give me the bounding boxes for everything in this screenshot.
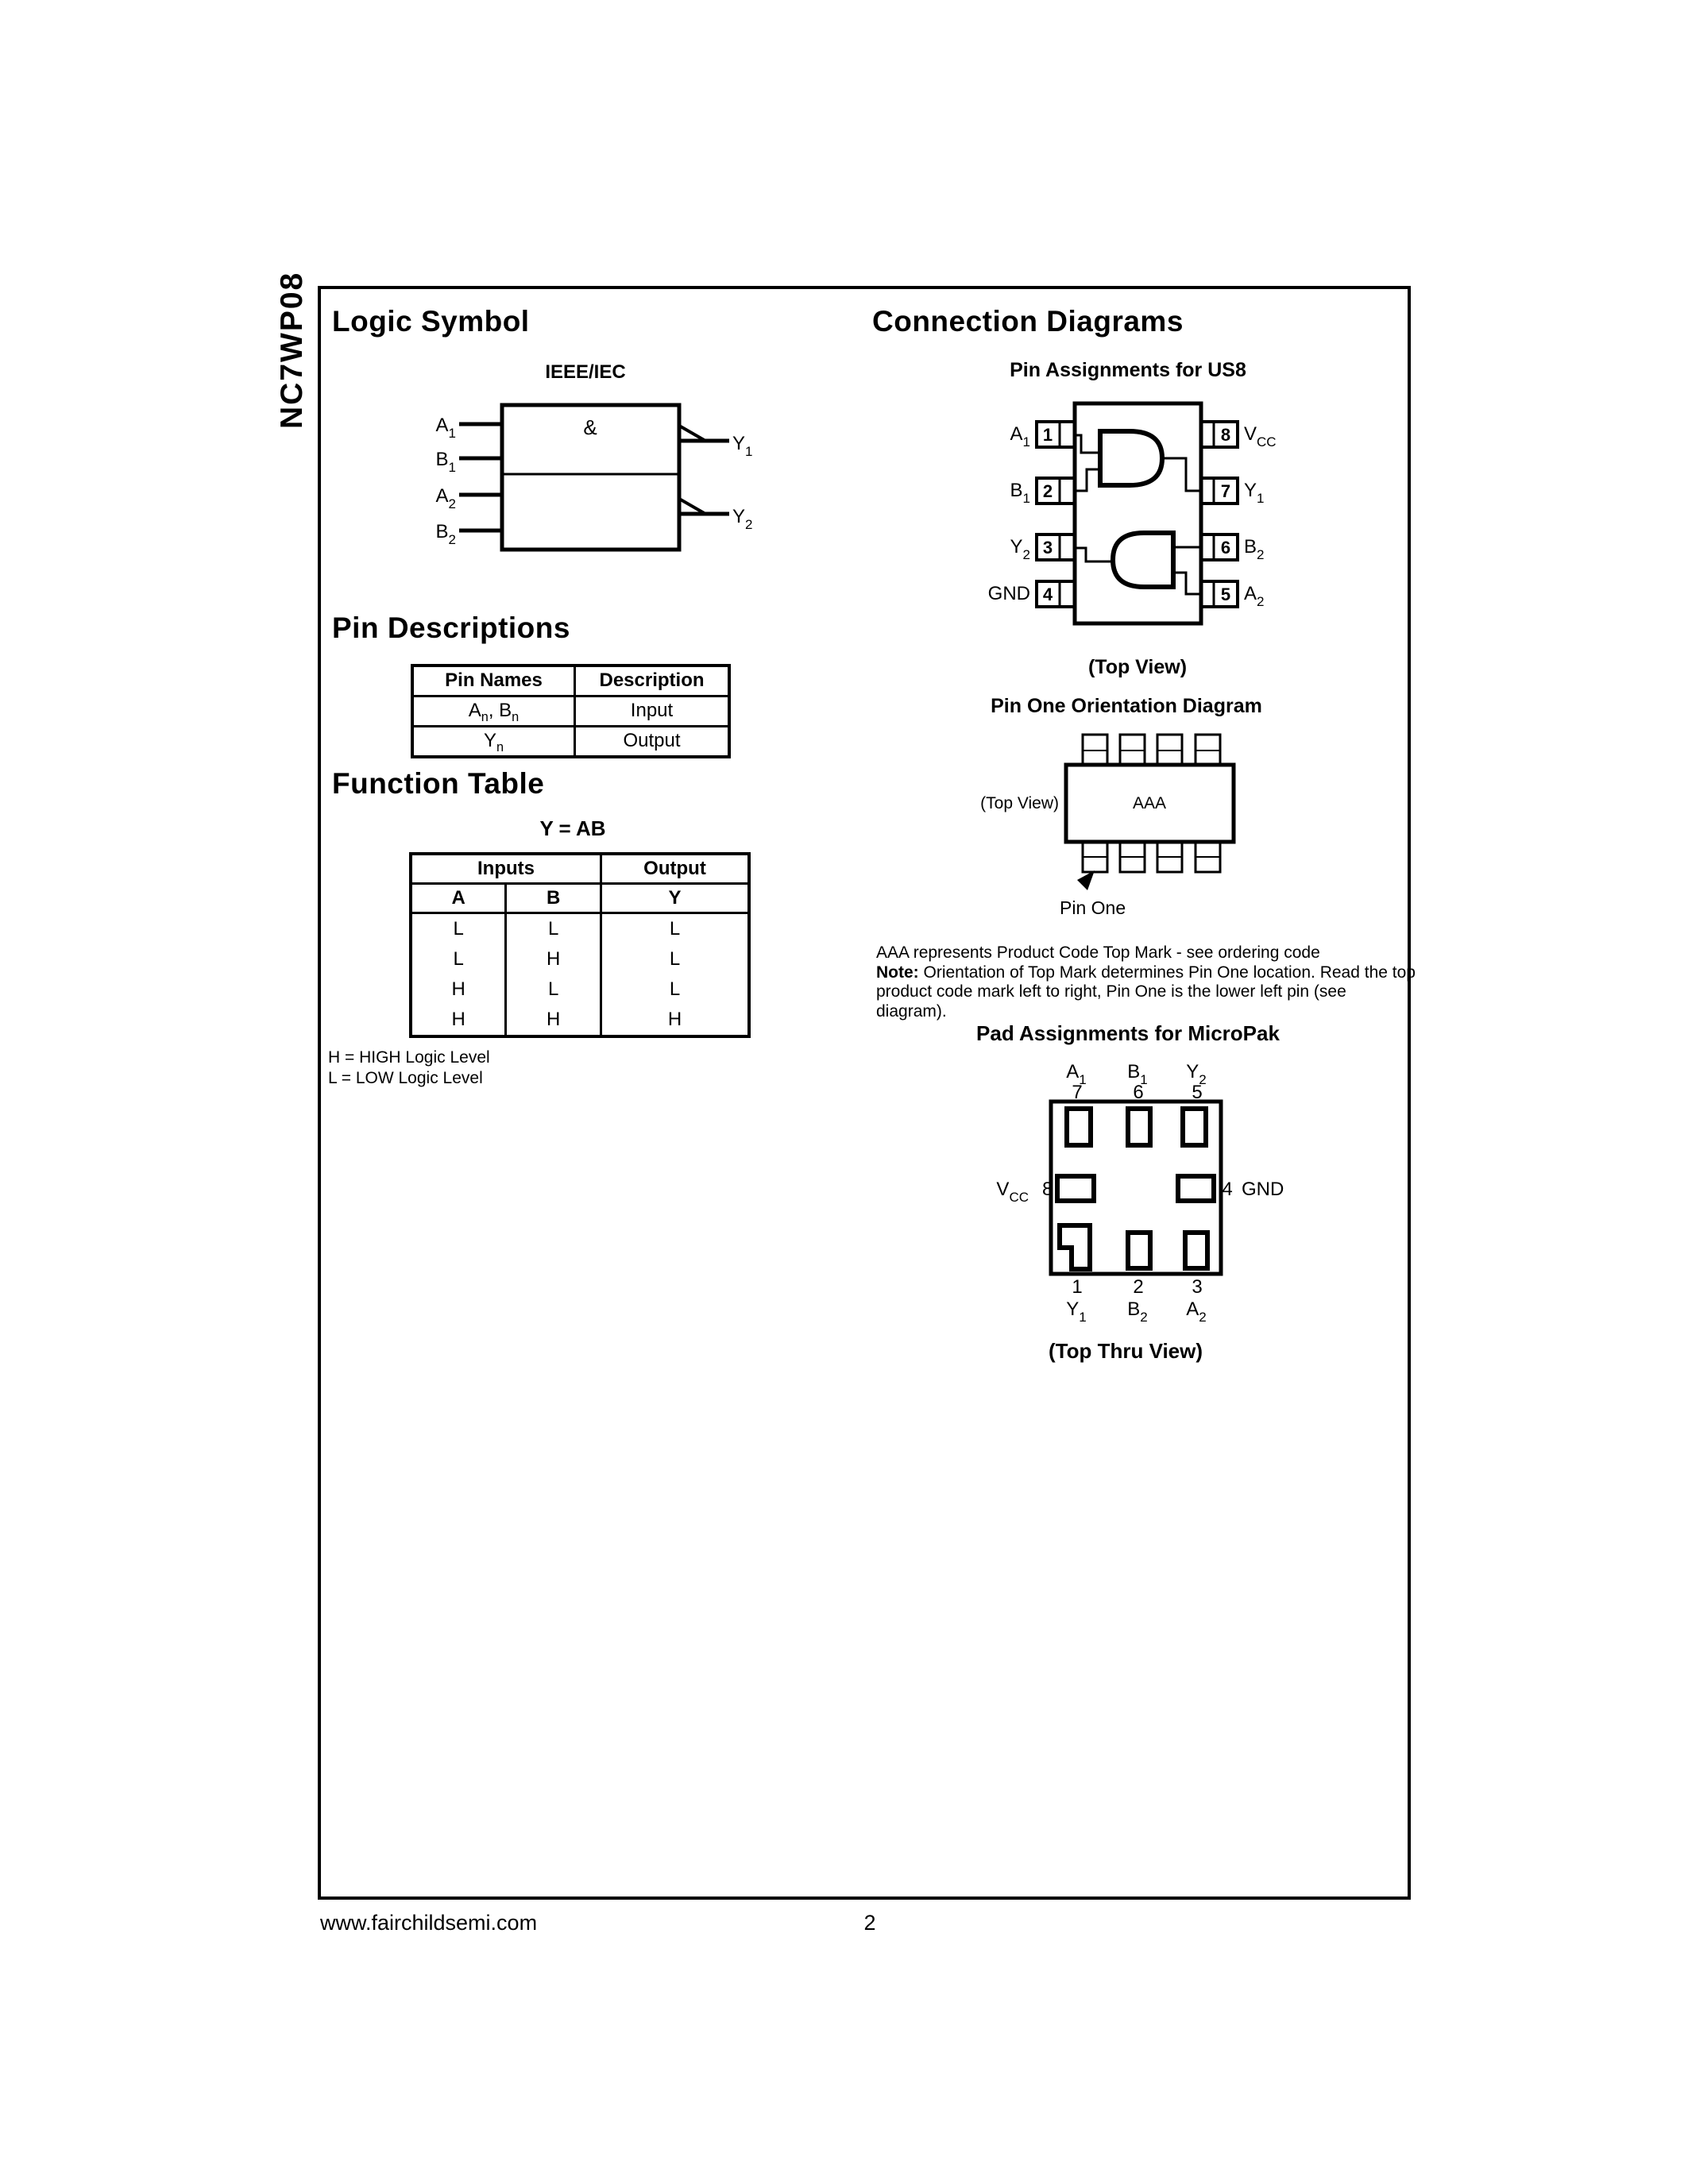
top-mark-text: AAA [1132, 794, 1167, 812]
table-row [411, 913, 749, 1036]
svg-text:B2: $B_2$ [1244, 536, 1265, 562]
pad-number-6: 6 [1133, 1082, 1144, 1103]
orientation-notes [876, 943, 1416, 1021]
legend-high: H = HIGH Logic Level [328, 1048, 490, 1067]
pin-descriptions-table [411, 664, 731, 758]
note-line-1: AAA represents Product Code Top Mark - see ordering code [876, 943, 1320, 962]
input-label-a1: $A_1$ [435, 415, 456, 441]
output-slant-y2 [679, 499, 705, 514]
section-heading-function-table: Function Table [332, 767, 545, 800]
col-header-pin-names: Pin Names [412, 666, 575, 696]
and-symbol: & [583, 415, 597, 439]
pad-label-a2: $A_2$ [1186, 1298, 1207, 1325]
description-cell: Output [575, 726, 730, 757]
us8-pin-1 [1010, 422, 1075, 450]
col-header-b: B [506, 883, 601, 913]
column-y-values: L L L H [601, 913, 750, 1036]
pad-5 [1183, 1109, 1206, 1145]
pad-1-notched [1060, 1225, 1090, 1269]
us8-pin-8 [1201, 422, 1277, 450]
svg-text:Y1: $Y_1$ [1244, 480, 1265, 506]
svg-text:Y2: $Y_2$ [1010, 536, 1030, 562]
column-b-values: L H L H [506, 913, 601, 1036]
pin-one-label: Pin One [1060, 897, 1126, 918]
column-a-values: L L H H [411, 913, 506, 1036]
function-table [409, 852, 751, 1038]
input-label-b1: $B_1$ [435, 449, 456, 475]
orientation-view-label: (Top View) [980, 794, 1059, 812]
section-heading-logic-symbol: Logic Symbol [332, 305, 530, 338]
col-header-description: Description [575, 666, 730, 696]
pin-one-arrow-icon [1077, 870, 1095, 890]
micropak-view-label: (Top Thru View) [1048, 1339, 1203, 1363]
logic-symbol-subtitle: IEEE/IEC [545, 361, 626, 383]
pin-names-cell: $A_n$, $B_n$ [412, 696, 575, 726]
pad-label-b2: $B_2$ [1127, 1298, 1148, 1325]
legend-low: L = LOW Logic Level [328, 1069, 483, 1087]
micropak-title: Pad Assignments for MicroPak [976, 1021, 1280, 1045]
table-row [411, 854, 749, 883]
pad-label-vcc: $V_{CC}$ [996, 1179, 1029, 1205]
pad-2 [1128, 1233, 1150, 1268]
us8-pin-5 [1201, 581, 1264, 609]
gate1-input-wire-b [1075, 469, 1100, 491]
us8-pin-3 [1010, 534, 1075, 562]
svg-text:7: 7 [1220, 481, 1231, 501]
orientation-title: Pin One Orientation Diagram [991, 695, 1262, 717]
output-header: Output [601, 854, 750, 883]
pad-number-8: 8 [1042, 1179, 1053, 1200]
note-line-2: Note: Orientation of Top Mark determines Pin One location. Read the top [876, 963, 1416, 982]
svg-text:B1: $B_1$ [1010, 480, 1030, 506]
svg-text:A1: $A_1$ [1010, 423, 1030, 450]
note-line-3: product code mark left to right, Pin One is the lower left pin (see diagram). [876, 982, 1346, 1021]
pad-label-gnd: GND [1242, 1179, 1284, 1200]
svg-text:3: 3 [1042, 538, 1053, 558]
pad-number-3: 3 [1192, 1276, 1203, 1298]
inputs-header: Inputs [411, 854, 601, 883]
us8-pin-7 [1201, 478, 1264, 506]
section-heading-connection-diagrams: Connection Diagrams [872, 305, 1184, 338]
output-label-y2: $Y_2$ [732, 506, 753, 532]
output-label-y1: $Y_1$ [732, 433, 753, 459]
pad-7 [1067, 1109, 1091, 1145]
table-row [411, 883, 749, 913]
orientation-top-pins [1083, 735, 1220, 765]
pad-6 [1128, 1109, 1150, 1145]
svg-text:2: 2 [1042, 481, 1053, 501]
table-row [412, 666, 729, 696]
table-row [412, 696, 729, 726]
footer-url: www.fairchildsemi.com [320, 1911, 538, 1935]
gate2-input-wire-a [1173, 573, 1201, 594]
and-gate-2 [1113, 533, 1173, 587]
pad-number-7: 7 [1072, 1082, 1083, 1103]
gate2-output-wire [1075, 548, 1114, 561]
us8-pin-4 [988, 581, 1075, 607]
svg-text:8: 8 [1220, 425, 1231, 445]
micropak-body [1051, 1102, 1221, 1274]
pad-label-b1: $B_1$ [1127, 1061, 1148, 1087]
svg-text:A2: $A_2$ [1244, 583, 1265, 609]
pad-3 [1185, 1233, 1207, 1268]
input-label-b2: $B_2$ [435, 521, 456, 547]
pin-names-cell: $Y_n$ [412, 726, 575, 757]
us8-title: Pin Assignments for US8 [1010, 359, 1246, 381]
us8-pin-2 [1010, 478, 1075, 506]
svg-text:6: 6 [1220, 538, 1231, 558]
orientation-bottom-pins [1083, 842, 1220, 872]
table-row [412, 726, 729, 757]
svg-text:5: 5 [1220, 585, 1231, 604]
input-label-a2: $A_2$ [435, 485, 456, 511]
pad-number-2: 2 [1133, 1276, 1144, 1298]
pad-number-5: 5 [1192, 1082, 1203, 1103]
output-slant-y1 [679, 426, 705, 441]
gate1-input-wire-a [1075, 435, 1100, 453]
description-cell: Input [575, 696, 730, 726]
pad-label-y1: $Y_1$ [1066, 1298, 1087, 1325]
svg-text:1: 1 [1042, 425, 1053, 445]
us8-view-label: (Top View) [1087, 656, 1188, 678]
svg-text:GND: GND [987, 583, 1030, 604]
section-heading-pin-descriptions: Pin Descriptions [332, 612, 570, 644]
col-header-a: A [411, 883, 506, 913]
pad-label-y2: $Y_2$ [1186, 1061, 1207, 1087]
svg-text:4: 4 [1042, 585, 1053, 604]
micropak-diagram [985, 1058, 1319, 1325]
us8-diagram [985, 393, 1319, 631]
function-equation: Y = AB [539, 816, 606, 840]
svg-text:VCC: $V_{CC}$ [1244, 423, 1277, 450]
col-header-y: Y [601, 883, 750, 913]
pad-8 [1057, 1176, 1094, 1201]
gate1-output-wire [1162, 458, 1201, 491]
logic-symbol-diagram [429, 393, 771, 564]
pad-number-1: 1 [1072, 1276, 1083, 1298]
footer-page-number: 2 [863, 1911, 876, 1935]
pad-number-4: 4 [1222, 1179, 1233, 1200]
pad-4 [1178, 1176, 1214, 1201]
product-code-vertical: NC7WP08 [275, 271, 309, 429]
pad-label-a1: $A_1$ [1066, 1061, 1087, 1087]
us8-pin-6 [1201, 534, 1264, 562]
and-gate-1 [1100, 431, 1162, 485]
orientation-diagram [985, 719, 1319, 925]
